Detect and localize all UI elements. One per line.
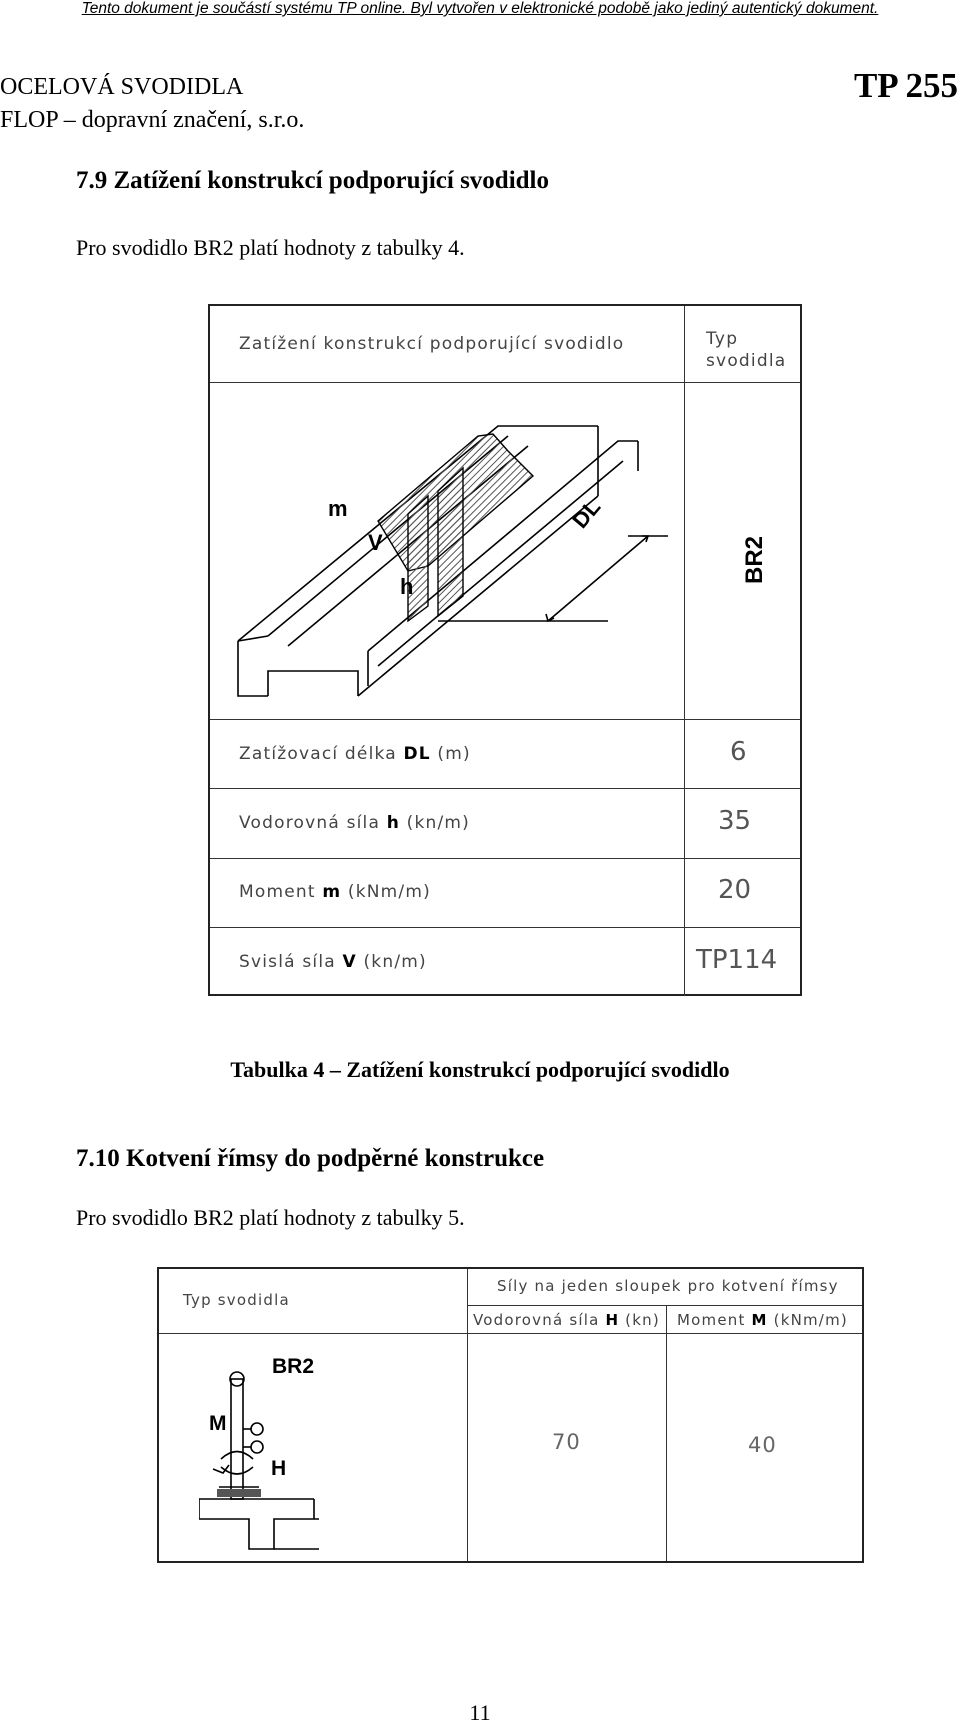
- authenticity-banner: Tento dokument je součástí systému TP online. Byl vytvořen v elektronické podobě jako jediný autentický dokument.: [81, 0, 879, 17]
- table-4-header-right: [706, 328, 786, 372]
- table-4-header-right-line2: svodidla: [706, 351, 787, 371]
- section-heading-7-10: 7.10 Kotvení římsy do podpěrné konstrukce: [76, 1145, 545, 1172]
- document-company: FLOP – dopravní značení, s.r.o.: [0, 107, 305, 133]
- table-5-col-horizontal-force: Vodorovná síla H (kn): [473, 1311, 660, 1329]
- table-5-type-label: BR2: [272, 1355, 315, 1378]
- row-value-vertical-force: TP114: [696, 945, 778, 975]
- drawing-label-m: m: [328, 496, 348, 521]
- row-value-load-length: 6: [730, 737, 747, 767]
- section-paragraph-7-10: Pro svodidlo BR2 platí hodnoty z tabulky 5.: [76, 1205, 465, 1230]
- row-value-horizontal-force: 35: [718, 806, 752, 836]
- document-code: TP 255: [853, 66, 958, 105]
- drawing-label-h: h: [400, 574, 414, 599]
- section-heading-7-9: 7.9 Zatížení konstrukcí podporující svodidlo: [76, 167, 549, 194]
- table-4-header-right-line1: Typ: [706, 329, 739, 349]
- table-4-type-label: BR2: [741, 535, 769, 585]
- table-5-value-moment: 40: [748, 1433, 777, 1457]
- drawing-label-dl: DL: [567, 494, 606, 533]
- drawing-label-v: V: [368, 530, 383, 555]
- page-number: 11: [469, 1700, 491, 1725]
- row-value-moment: 20: [718, 875, 752, 905]
- drawing-label-moment: M: [209, 1412, 227, 1435]
- table-5-col-moment: Moment M (kNm/m): [677, 1311, 848, 1329]
- document-title: OCELOVÁ SVODIDLA: [0, 74, 244, 100]
- section-paragraph-7-9: Pro svodidlo BR2 platí hodnoty z tabulky 4.: [76, 235, 465, 260]
- table-4-header-left: Zatížení konstrukcí podporující svodidlo: [239, 334, 625, 354]
- table-5: [157, 1267, 864, 1563]
- row-label-moment: Moment m (kNm/m): [239, 882, 431, 902]
- table-4-caption: Tabulka 4 – Zatížení konstrukcí podporující svodidlo: [230, 1057, 730, 1082]
- table-5-group-header: Síly na jeden sloupek pro kotvení římsy: [497, 1277, 839, 1295]
- row-label-horizontal-force: Vodorovná síla h (kn/m): [239, 813, 470, 833]
- row-label-vertical-force: Svislá síla V (kn/m): [239, 952, 427, 972]
- row-label-load-length: Zatížovací délka DL (m): [239, 744, 471, 764]
- drawing-label-force: H: [271, 1457, 287, 1480]
- barrier-support-drawing: [228, 396, 668, 711]
- table-4: [208, 304, 802, 996]
- table-5-type-header: Typ svodidla: [183, 1291, 290, 1309]
- table-5-value-horizontal-force: 70: [552, 1430, 581, 1454]
